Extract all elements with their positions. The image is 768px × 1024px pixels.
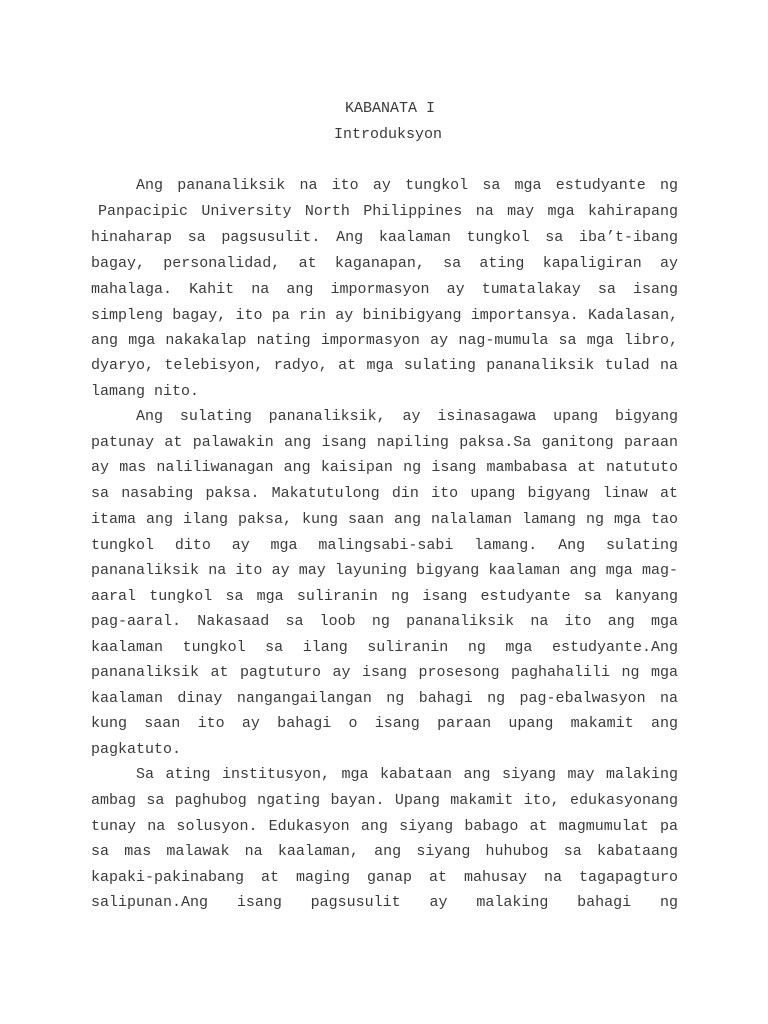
text-line: kapaki-pakinabang at maging ganap at mahusay na tagapagturo xyxy=(91,869,678,886)
text-line: patunay at palawakin ang isang napiling paksa.Sa ganitong paraan xyxy=(91,434,678,451)
text-line: pananaliksik at pagtuturo ay isang prosesong paghahalili ng mga xyxy=(91,664,678,681)
text-line: ambag sa paghubog ngating bayan. Upang makamit ito, edukasyonang xyxy=(91,792,678,809)
text-line: tunay na solusyon. Edukasyon ang siyang babago at magmumulat pa xyxy=(91,818,678,835)
text-line: bagay, personalidad, at kaganapan, sa ating kapaligiran ay xyxy=(91,255,678,272)
text-line: pagkatuto. xyxy=(91,741,182,758)
text-line: kung saan ito ay bahagi o isang paraan upang makamit ang xyxy=(91,715,678,732)
chapter-heading: KABANATA I xyxy=(344,100,435,117)
text-line: pag-aaral. Nakasaad sa loob ng pananaliksik na ito ang mga xyxy=(91,613,678,630)
text-line: sa mas malawak na kaalaman, ang siyang huhubog sa kabataang xyxy=(91,843,678,860)
text-line: Ang pananaliksik na ito ay tungkol sa mga estudyante ng xyxy=(136,177,678,194)
text-line: dyaryo, telebisyon, radyo, at mga sulating pananaliksik tulad na xyxy=(91,357,678,374)
chapter-title: Introduksyon xyxy=(333,126,443,143)
text-line: ay mas naliliwanagan ang kaisipan ng isang mambabasa at natututo xyxy=(91,459,678,476)
text-line: aaral tungkol sa mga suliranin ng isang estudyante sa kanyang xyxy=(91,588,678,605)
text-line: ang mga nakakalap nating impormasyon ay nag-mumula sa mga libro, xyxy=(91,332,678,349)
text-line: Ang sulating pananaliksik, ay isinasagawa upang bigyang xyxy=(136,408,678,425)
text-line: kaalaman tungkol sa ilang suliranin ng mga estudyante.Ang xyxy=(91,639,678,656)
text-line: simpleng bagay, ito pa rin ay binibigyang importansya. Kadalasan, xyxy=(91,307,678,324)
text-line: mahalaga. Kahit na ang impormasyon ay tumatalakay sa isang xyxy=(91,281,678,298)
text-line: hinaharap sa pagsusulit. Ang kaalaman tungkol sa iba’t-ibang xyxy=(91,229,678,246)
text-line: Panpacipic University North Philippines na may mga kahirapang xyxy=(98,203,678,220)
text-line: kaalaman dinay nangangailangan ng bahagi ng pag-ebalwasyon na xyxy=(91,690,678,707)
text-line: sa nasabing paksa. Makatutulong din ito upang bigyang linaw at xyxy=(91,485,678,502)
text-line: itama ang ilang paksa, kung saan ang nalalaman lamang ng mga tao xyxy=(91,511,678,528)
text-line: salipunan.Ang isang pagsusulit ay malaking bahagi ng xyxy=(91,894,678,911)
text-line: lamang nito. xyxy=(91,383,200,400)
text-line: Sa ating institusyon, mga kabataan ang siyang may malaking xyxy=(136,766,678,783)
text-line: tungkol dito ay mga malingsabi-sabi lamang. Ang sulating xyxy=(91,537,678,554)
text-line: pananaliksik na ito ay may layuning bigyang kaalaman ang mga mag- xyxy=(91,562,678,579)
